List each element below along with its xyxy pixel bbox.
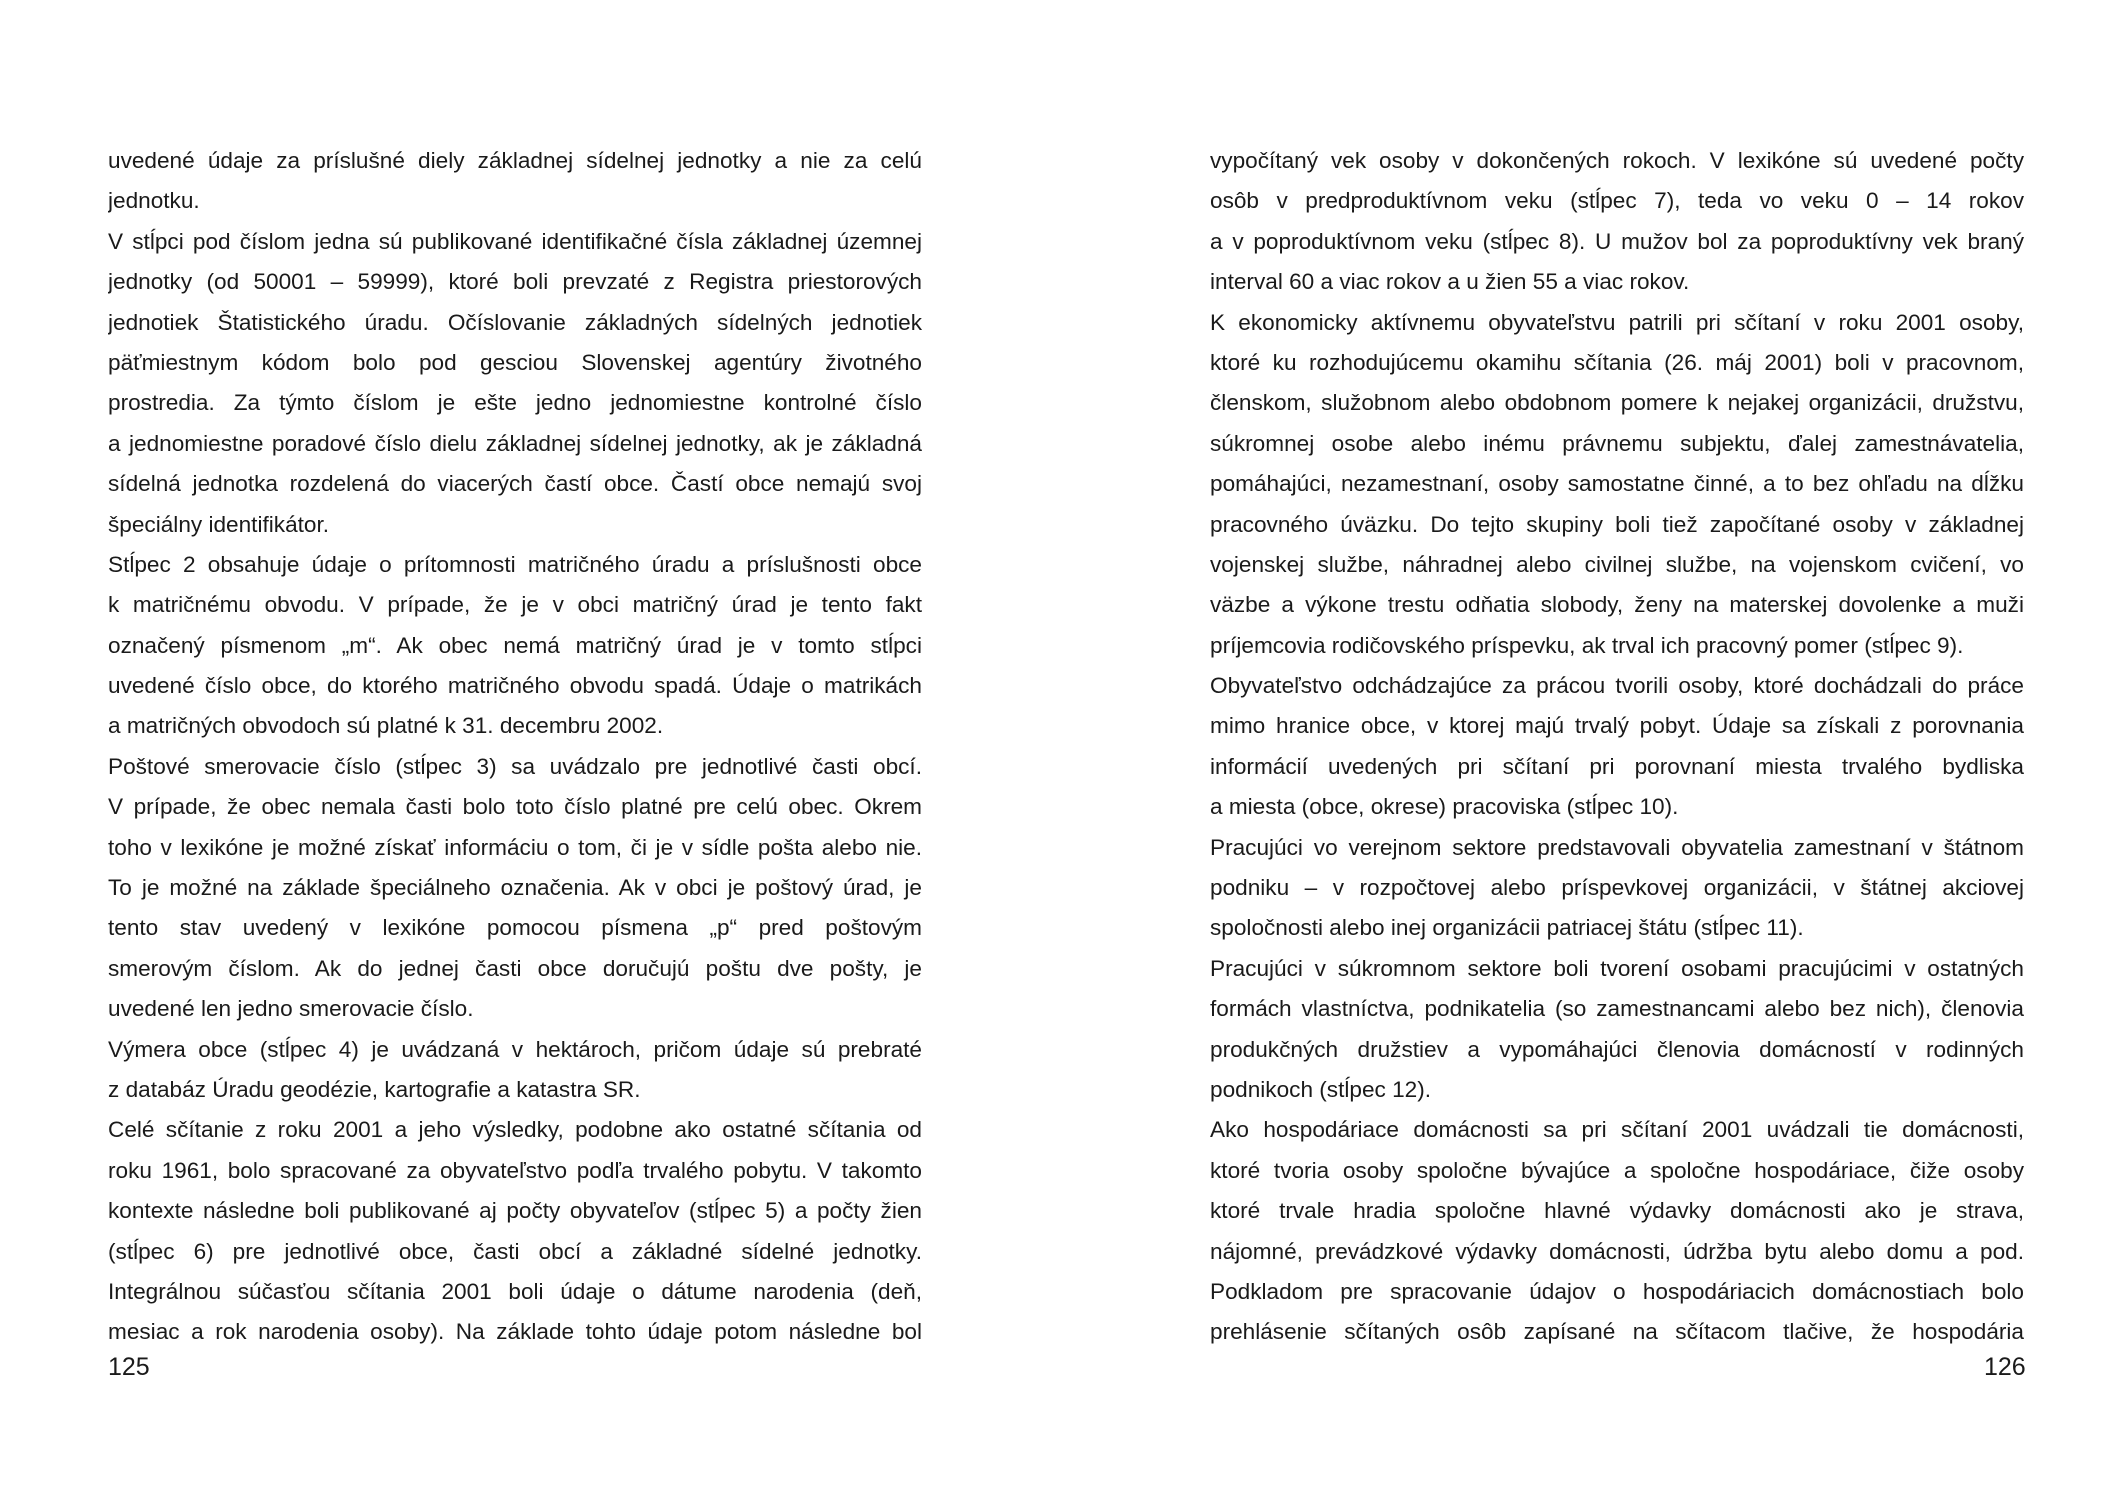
text-line: jednotiek Štatistického úradu. Očíslovanie základných sídelných jednotiek	[108, 309, 922, 335]
text-line: špeciálny identifikátor.	[108, 511, 330, 537]
text-line: jednotku.	[108, 188, 200, 214]
text-line: Pracujúci v súkromnom sektore boli tvorení osobami pracujúcimi v ostatných	[1210, 955, 2024, 981]
text-line: interval 60 a viac rokov a u žien 55 a viac rokov.	[1210, 269, 1690, 295]
text-line: Stĺpec 2 obsahuje údaje o prítomnosti matričného úradu a príslušnosti obce	[108, 551, 922, 577]
text-line: jednotky (od 50001 – 59999), ktoré boli prevzaté z Registra priestorových	[108, 269, 922, 295]
text-line: V stĺpci pod číslom jedna sú publikované identifikačné čísla základnej územnej	[108, 228, 922, 254]
text-line: podniku – v rozpočtovej alebo príspevkovej organizácii, v štátnej akciovej	[1210, 875, 2024, 901]
text-line: prostredia. Za týmto číslom je ešte jedno jednomiestne kontrolné číslo	[108, 390, 922, 416]
text-line: nájomné, prevádzkové výdavky domácnosti, údržba bytu alebo domu a pod.	[1210, 1238, 2024, 1264]
text-line: Ako hospodáriace domácnosti sa pri sčítaní 2001 uvádzali tie domácnosti,	[1210, 1117, 2024, 1143]
text-line: a miesta (obce, okrese) pracoviska (stĺpec 10).	[1210, 794, 1679, 820]
text-line: Podkladom pre spracovanie údajov o hospodáriacich domácnostiach bolo	[1210, 1278, 2024, 1304]
text-line: roku 1961, bolo spracované za obyvateľstvo podľa trvalého pobytu. V takomto	[108, 1157, 922, 1183]
text-line: osôb v predproduktívnom veku (stĺpec 7), teda vo veku 0 – 14 rokov	[1210, 188, 2024, 214]
text-line: k matričnému obvodu. V prípade, že je v obci matričný úrad je tento fakt	[108, 592, 922, 618]
text-line: päťmiestnym kódom bolo pod gesciou Slovenskej agentúry životného	[108, 349, 922, 375]
text-line: súkromnej osobe alebo inému právnemu subjektu, ďalej zamestnávatelia,	[1210, 430, 2024, 456]
text-line: informácií uvedených pri sčítaní pri porovnaní miesta trvalého bydliska	[1210, 753, 2024, 779]
text-line: spoločnosti alebo inej organizácii patriacej štátu (stĺpec 11).	[1210, 915, 1804, 941]
text-line: produkčných družstiev a vypomáhajúci členovia domácností v rodinných	[1210, 1036, 2024, 1062]
text-line: Výmera obce (stĺpec 4) je uvádzaná v hektároch, pričom údaje sú prebraté	[108, 1036, 922, 1062]
text-line: Integrálnou súčasťou sčítania 2001 boli údaje o dátume narodenia (deň,	[108, 1278, 922, 1304]
text-line: kontexte následne boli publikované aj počty obyvateľov (stĺpec 5) a počty žien	[108, 1198, 922, 1224]
text-line: pracovného úväzku. Do tejto skupiny boli tiež započítané osoby v základnej	[1210, 511, 2024, 537]
text-line: označený písmenom „m“. Ak obec nemá matričný úrad je v tomto stĺpci	[108, 632, 922, 658]
page-number-left: 125	[108, 1353, 150, 1381]
page-number-right: 126	[1984, 1353, 2026, 1381]
text-line: formách vlastníctva, podnikatelia (so zamestnancami alebo bez nich), členovia	[1210, 996, 2024, 1022]
text-line: To je možné na základe špeciálneho označenia. Ak v obci je poštový úrad, je	[108, 875, 922, 901]
text-line: mimo hranice obce, v ktorej majú trvalý pobyt. Údaje sa získali z porovnania	[1210, 713, 2024, 739]
text-line: pomáhajúci, nezamestnaní, osoby samostatne činné, a to bez ohľadu na dĺžku	[1210, 471, 2024, 497]
text-line: ktoré ku rozhodujúcemu okamihu sčítania (26. máj 2001) boli v pracovnom,	[1210, 349, 2024, 375]
text-line: členskom, služobnom alebo obdobnom pomere k nejakej organizácii, družstvu,	[1210, 390, 2024, 416]
text-line: Obyvateľstvo odchádzajúce za prácou tvorili osoby, ktoré dochádzali do práce	[1210, 673, 2024, 699]
text-line: a v poproduktívnom veku (stĺpec 8). U mužov bol za poproduktívny vek braný	[1210, 228, 2024, 254]
text-line: ktoré tvoria osoby spoločne bývajúce a spoločne hospodáriace, čiže osoby	[1210, 1157, 2024, 1183]
text-line: podnikoch (stĺpec 12).	[1210, 1076, 1432, 1102]
text-line: z databáz Úradu geodézie, kartografie a katastra SR.	[108, 1076, 641, 1102]
text-line: Pracujúci vo verejnom sektore predstavovali obyvatelia zamestnaní v štátnom	[1210, 834, 2024, 860]
text-line: toho v lexikóne je možné získať informáciu o tom, či je v sídle pošta alebo nie.	[108, 834, 922, 860]
text-line: vypočítaný vek osoby v dokončených rokoch. V lexikóne sú uvedené počty	[1210, 148, 2024, 173]
text-line: tento stav uvedený v lexikóne pomocou písmena „p“ pred poštovým	[108, 915, 922, 941]
text-line: prehlásenie sčítaných osôb zapísané na sčítacom tlačive, že hospodária	[1210, 1319, 2024, 1345]
text-line: (stĺpec 6) pre jednotlivé obce, časti obcí a základné sídelné jednotky.	[108, 1238, 922, 1264]
text-line: smerovým číslom. Ak do jednej časti obce doručujú poštu dve pošty, je	[108, 955, 922, 981]
text-line: a jednomiestne poradové číslo dielu základnej sídelnej jednotky, ak je základná	[108, 430, 922, 456]
page-right-text	[1210, 141, 2024, 1353]
text-line: ktoré trvale hradia spoločne hlavné výdavky domácnosti ako je strava,	[1210, 1198, 2024, 1224]
text-line: príjemcovia rodičovského príspevku, ak trval ich pracovný pomer (stĺpec 9).	[1210, 632, 1964, 658]
page-left-text	[108, 141, 922, 1353]
text-line: Celé sčítanie z roku 2001 a jeho výsledky, podobne ako ostatné sčítania od	[108, 1117, 922, 1143]
text-line: K ekonomicky aktívnemu obyvateľstvu patrili pri sčítaní v roku 2001 osoby,	[1210, 309, 2024, 335]
text-line: mesiac a rok narodenia osoby). Na základe tohto údaje potom následne bol	[108, 1319, 922, 1345]
text-line: uvedené len jedno smerovacie číslo.	[108, 996, 474, 1022]
text-line: V prípade, že obec nemala časti bolo toto číslo platné pre celú obec. Okrem	[108, 794, 922, 820]
text-line: uvedené číslo obce, do ktorého matričného obvodu spadá. Údaje o matrikách	[108, 673, 922, 699]
text-line: a matričných obvodoch sú platné k 31. decembru 2002.	[108, 713, 664, 739]
text-line: uvedené údaje za príslušné diely základnej sídelnej jednotky a nie za celú	[108, 148, 922, 173]
text-line: sídelná jednotka rozdelená do viacerých častí obce. Častí obce nemajú svoj	[108, 471, 922, 497]
text-line: Poštové smerovacie číslo (stĺpec 3) sa uvádzalo pre jednotlivé časti obcí.	[108, 753, 922, 779]
text-line: vojenskej službe, náhradnej alebo civilnej službe, na vojenskom cvičení, vo	[1210, 551, 2024, 577]
text-line: väzbe a výkone trestu odňatia slobody, ženy na materskej dovolenke a muži	[1210, 592, 2024, 618]
